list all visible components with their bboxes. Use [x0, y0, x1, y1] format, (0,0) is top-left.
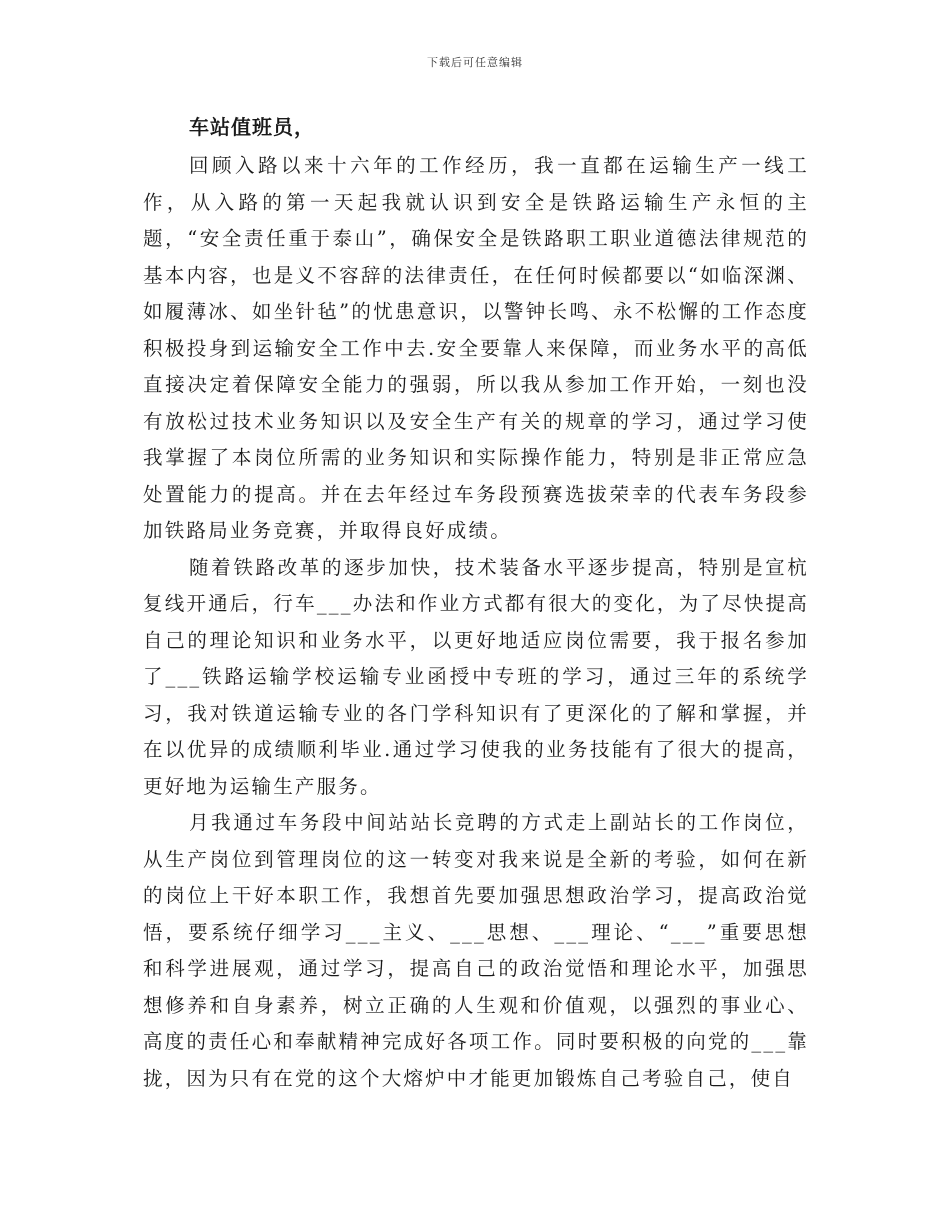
document-body	[143, 106, 809, 1097]
paragraph-1: 回顾入路以来十六年的工作经历，我一直都在运输生产一线工作，从入路的第一天起我就认识到安全是铁路运输生产永恒的主题，“安全责任重于泰山”，确保安全是铁路职工职业道德法律规范的基本内容，也是义不容辞的法律责任，在任何时候都要以“如临深渊、如履薄冰、如坐针毡”的忧患意识，以警钟长鸣、永不松懈的工作态度积极投身到运输安全工作中去.安全要靠人来保障，而业务水平的高低直接决定着保障安全能力的强弱，所以我从参加工作开始，一刻也没有放松过技术业务知识以及安全生产有关的规章的学习，通过学习使我掌握了本岗位所需的业务知识和实际操作能力，特别是非正常应急处置能力的提高。并在去年经过车务段预赛选拔荣幸的代表车务段参加铁路局业务竞赛，并取得良好成绩。	[143, 154, 809, 542]
salutation: 车站值班员，	[189, 115, 315, 139]
page-header-note: 下载后可任意编辑	[427, 56, 523, 69]
paragraph-2: 随着铁路改革的逐步加快，技术装备水平逐步提高，特别是宣杭复线开通后，行车___办法和作业方式都有很大的变化，为了尽快提高自己的理论知识和业务水平，以更好地适应岗位需要，我于报名参加了___铁路运输学校运输专业函授中专班的学习，通过三年的系统学习，我对铁道运输专业的各门学科知识有了更深化的了解和掌握，并在以优异的成绩顺利毕业.通过学习使我的业务技能有了很大的提高，更好地为运输生产服务。	[143, 555, 809, 798]
paragraph-3: 月我通过车务段中间站站长竞聘的方式走上副站长的工作岗位，从生产岗位到管理岗位的这一转变对我来说是全新的考验，如何在新的岗位上干好本职工作，我想首先要加强思想政治学习，提高政治觉悟，要系统仔细学习___主义、___思想、___理论、“___”重要思想和科学进展观，通过学习，提高自己的政治觉悟和理论水平，加强思想修养和自身素养，树立正确的人生观和价值观，以强烈的事业心、高度的责任心和奉献精神完成好各项工作。同时要积极的向党的___靠拢，因为只有在党的这个大熔炉中才能更加锻炼自己考验自己，使自	[143, 811, 809, 1090]
